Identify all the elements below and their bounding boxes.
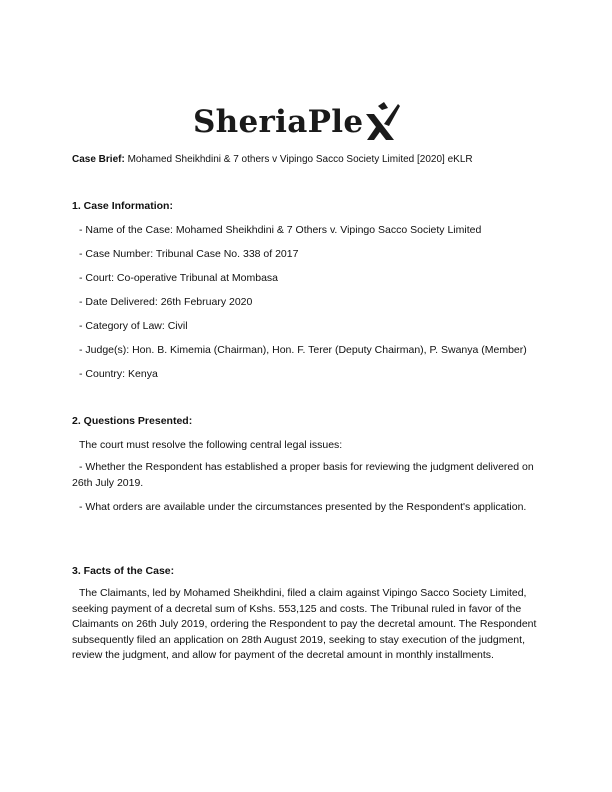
case-info-date: - Date Delivered: 26th February 2020 (79, 296, 253, 308)
logo-x-mark-icon (364, 100, 400, 144)
logo-wordmark: SheriaPle (193, 104, 364, 140)
case-brief-label: Case Brief: (72, 154, 125, 165)
sheriaplex-logo (193, 98, 400, 146)
case-info-judges: - Judge(s): Hon. B. Kimemia (Chairman), Hon. F. Terer (Deputy Chairman), P. Swanya (Member) (79, 344, 527, 356)
question-item: - Whether the Respondent has established a proper basis for reviewing the judgment delivered on 26th July 2019. (72, 461, 534, 489)
case-info-court: - Court: Co-operative Tribunal at Mombasa (79, 272, 279, 284)
facts-paragraph: The Claimants, led by Mohamed Sheikhdini, filed a claim against Vipingo Sacco Society Limited, seeking payment of a decretal sum of Kshs. 553,125 and costs. The Tribunal ruled in favor of the Claimants on 26th July 2019, ordering the Respondent to pay the decretal amount. The Respondent subsequently filed an application on 28th August 2019, seeking to stay execution of the judgment, review the judgment, and allow for payment of the decretal amount in monthly installments. (72, 587, 537, 661)
section-heading-questions-presented: 2. Questions Presented: (72, 415, 193, 427)
case-info-country: - Country: Kenya (79, 368, 158, 380)
questions-intro: The court must resolve the following central legal issues: (79, 439, 343, 451)
section-heading-case-information: 1. Case Information: (72, 200, 173, 212)
case-info-name: - Name of the Case: Mohamed Sheikhdini & 7 Others v. Vipingo Sacco Society Limited (79, 224, 482, 236)
case-info-number: - Case Number: Tribunal Case No. 338 of 2017 (79, 248, 299, 260)
case-brief-title: Mohamed Sheikhdini & 7 others v Vipingo Sacco Society Limited [2020] eKLR (127, 154, 473, 165)
case-brief-line (72, 154, 473, 165)
case-info-category: - Category of Law: Civil (79, 320, 188, 332)
question-item: - What orders are available under the circumstances presented by the Respondent's application. (79, 501, 527, 513)
section-heading-facts: 3. Facts of the Case: (72, 565, 175, 577)
